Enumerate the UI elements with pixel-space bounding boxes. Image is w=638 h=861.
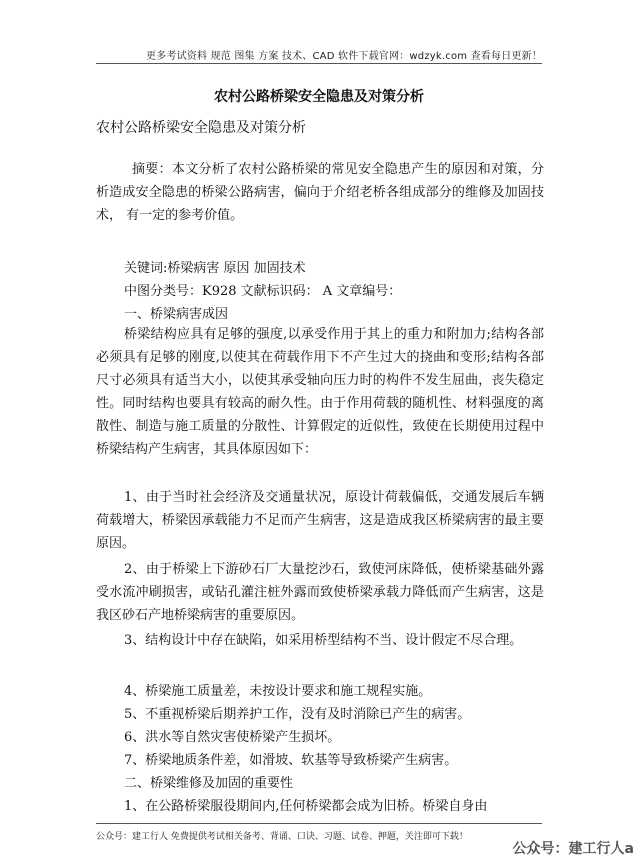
cause-item-1: 1、由于当时社会经济及交通量状况，原设计荷载偏低，交通发展后车辆荷载增大，桥梁因承载能力不足而产生病害，这是造成我区桥梁病害的最主要原因。 xyxy=(96,490,544,551)
section1-paragraph: 桥梁结构应具有足够的强度,以承受作用于其上的重力和附加力;结构各部必须具有足够的刚度,以使其在荷载作用下不产生过大的挠曲和变形;结构各部尺寸必须具有适当大小，以使其承受轴向压力时的构件不发生屈曲，丧失稳定性。同时结构也要具有较高的耐久性。由于作用荷载的随机性、材料强度的离散性、制造与施工质量的分散性、计算假定的近似性，致使在长期使用过程中桥梁结构产生病害，其具体原因如下： xyxy=(96,327,544,457)
classification-line: 中图分类号：K928 文献标识码： A 文章编号： xyxy=(124,284,402,299)
cause-item-4: 4、桥梁施工质量差，未按设计要求和施工规程实施。 xyxy=(124,684,432,699)
watermark: 公众号：建工行人a xyxy=(512,841,634,857)
cause-item-2: 2、由于桥梁上下游砂石厂大量挖沙石，致使河床降低，使桥梁基础外露受水流冲刷损害，或钻孔灌注桩外露而致使桥梁承载力降低而产生病害，这是我区砂石产地桥梁病害的重要原因。 xyxy=(96,562,544,623)
footer-divider xyxy=(96,823,542,824)
cause-item-6: 6、洪水等自然灾害使桥梁产生损坏。 xyxy=(124,730,341,745)
header-note: 更多考试资料 规范 图集 方案 技术、CAD 软件下载官网：wdzyk.com 查看每日更新！ xyxy=(145,51,542,62)
header-divider xyxy=(96,63,542,64)
section2-heading: 二、桥梁维修及加固的重要性 xyxy=(124,776,294,791)
section2-paragraph: 1、在公路桥梁服役期间内,任何桥梁都会成为旧桥。桥梁自身由 xyxy=(124,799,488,814)
section1-heading: 一、桥梁病害成因 xyxy=(124,307,229,322)
document-subtitle: 农村公路桥梁安全隐患及对策分析 xyxy=(96,120,306,136)
cause-item-5: 5、不重视桥梁后期养护工作，没有及时消除已产生的病害。 xyxy=(124,707,471,722)
cause-item-3: 3、结构设计中存在缺陷，如采用桥型结构不当、设计假定不尽合理。 xyxy=(124,633,523,648)
abstract-paragraph: 摘要：本文分析了农村公路桥梁的常见安全隐患产生的原因和对策，分析造成安全隐患的桥梁公路病害，偏向于介绍老桥各组成部分的维修及加固技术， 有一定的参考价值。 xyxy=(96,162,544,223)
document-title: 农村公路桥梁安全隐患及对策分析 xyxy=(214,89,424,105)
footer-note: 公众号：建工行人 免费提供考试相关备考、背诵、口诀、习题、试卷、押题，关注即可下载！ xyxy=(96,832,468,842)
cause-item-7: 7、桥梁地质条件差，如滑坡、软基等导致桥梁产生病害。 xyxy=(124,753,458,768)
keywords-line: 关键词:桥梁病害 原因 加固技术 xyxy=(124,261,306,276)
